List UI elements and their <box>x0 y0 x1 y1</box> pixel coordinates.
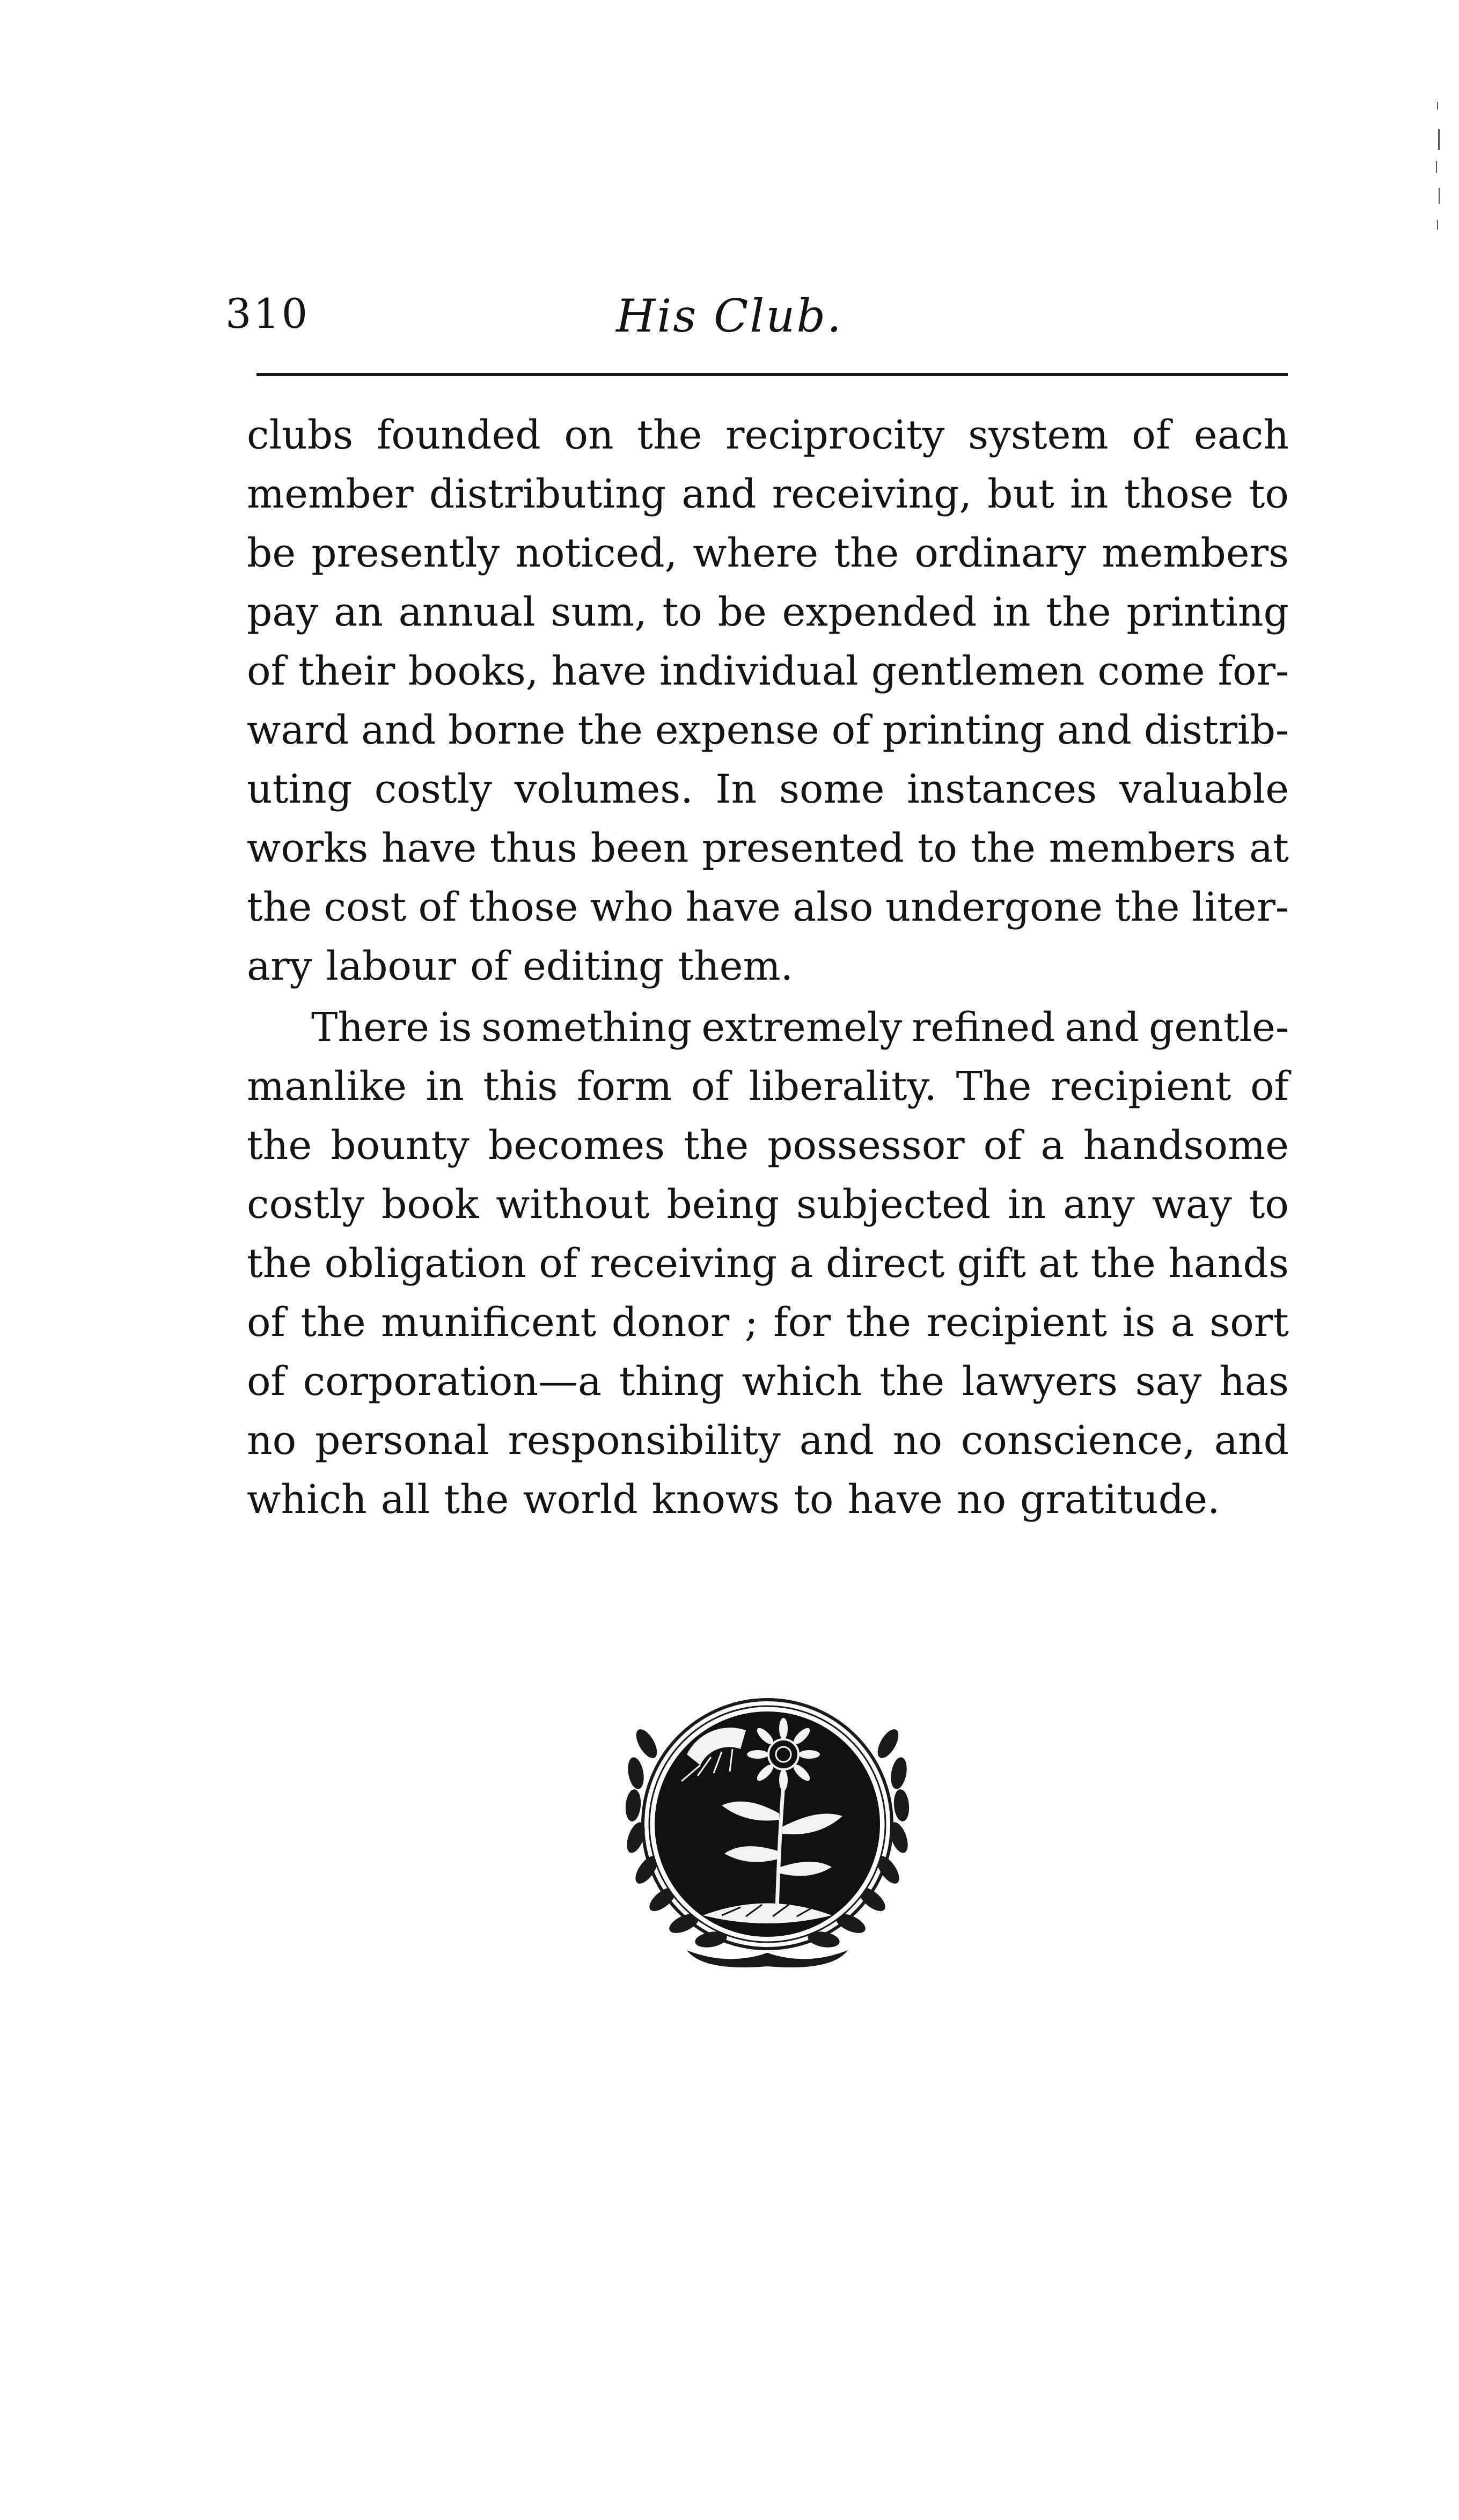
text-line: no personal responsibility and no conscience, and <box>247 1417 1289 1464</box>
text-line: the obligation of receiving a direct gift at the hands <box>247 1240 1289 1287</box>
text-line: which all the world knows to have no gratitude. <box>247 1476 1220 1523</box>
text-line: of their books, have individual gentlemen come for- <box>247 648 1289 694</box>
page-number: 310 <box>225 290 310 337</box>
text-line: of the munificent donor ; for the recipient is a sort <box>247 1299 1289 1346</box>
text-line: manlike in this form of liberality. The recipient of <box>247 1063 1289 1110</box>
text-line: of corporation—a thing which the lawyers say has <box>247 1358 1289 1405</box>
header-rule <box>256 373 1288 376</box>
text-line: member distributing and receiving, but in those to <box>247 471 1289 517</box>
text-line: be presently noticed, where the ordinary members <box>247 530 1289 576</box>
scan-marks <box>1433 97 1443 258</box>
body-text <box>247 406 1289 1529</box>
text-line: ward and borne the expense of printing and distrib- <box>247 707 1289 753</box>
running-title: His Club. <box>616 290 843 342</box>
text-line: the bounty becomes the possessor of a handsome <box>247 1122 1289 1169</box>
sunflower-medallion-icon <box>606 1679 928 1980</box>
text-line: the cost of those who have also undergone the liter- <box>247 884 1289 930</box>
text-line: works have thus been presented to the members at <box>247 825 1289 871</box>
text-line: ary labour of editing them. <box>247 943 794 989</box>
text-line: clubs founded on the reciprocity system of each <box>247 412 1289 458</box>
text-line: There is something extremely refined and gentle- <box>311 1004 1289 1050</box>
text-line: costly book without being subjected in any way to <box>247 1181 1289 1228</box>
text-line: uting costly volumes. In some instances valuable <box>247 766 1289 812</box>
text-line: pay an annual sum, to be expended in the printing <box>247 589 1289 635</box>
